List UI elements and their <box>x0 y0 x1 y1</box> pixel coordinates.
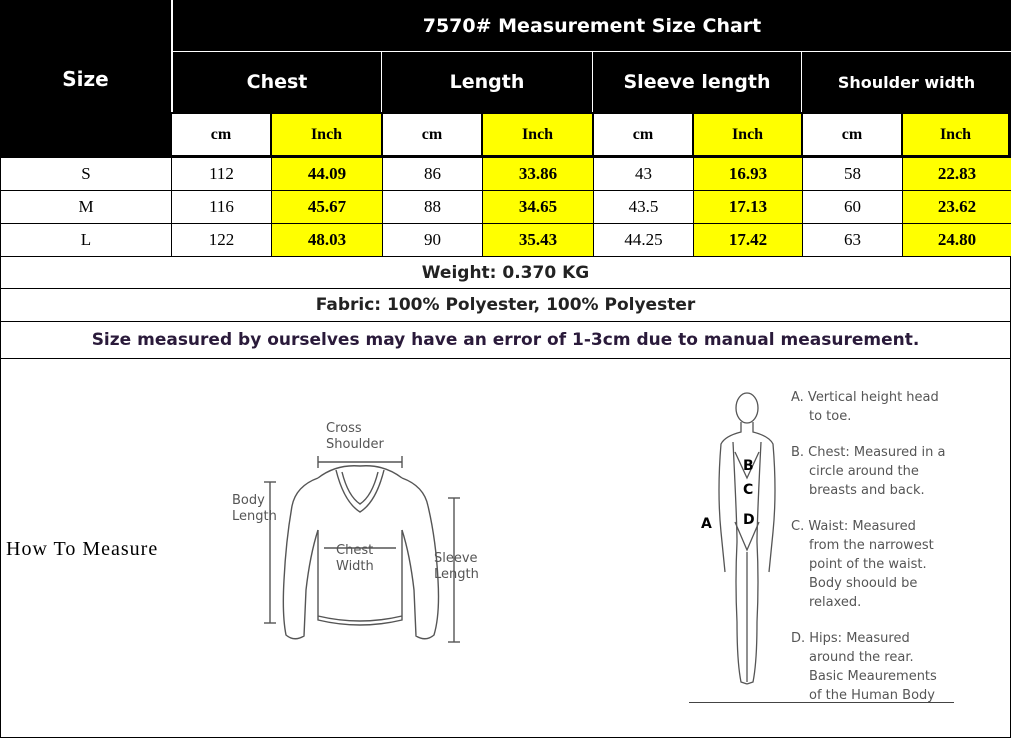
weight-row <box>0 256 1011 289</box>
measure-panel <box>0 358 1011 738</box>
unit-cm: cm <box>382 113 482 156</box>
size-header <box>0 0 171 157</box>
body-note-line: from the narrowest <box>809 538 934 553</box>
cell-cm: 112 <box>171 157 272 191</box>
cell-inch: 33.86 <box>482 157 594 191</box>
how-to-measure-label: How To Measure <box>6 538 159 560</box>
group-sleeve <box>593 52 802 112</box>
cell-inch: 22.83 <box>902 157 1011 191</box>
group-shoulder <box>802 52 1011 112</box>
body-note-line: Body shoould be <box>809 576 918 591</box>
cell-inch: 23.62 <box>902 190 1011 224</box>
marker-b: B <box>743 458 754 474</box>
chest-label: Chest <box>336 543 374 558</box>
cell-cm: 43 <box>593 157 694 191</box>
unit-inch: Inch <box>693 113 802 156</box>
cell-cm: 58 <box>802 157 903 191</box>
body-note-line: Basic Meaurements <box>809 669 937 684</box>
body-note-line: point of the waist. <box>809 557 927 572</box>
unit-cm: cm <box>802 113 902 156</box>
body-label: Body <box>232 493 265 508</box>
marker-a: A <box>701 516 712 532</box>
body-note-line: of the Human Body <box>809 688 935 703</box>
cell-cm: 90 <box>382 223 483 257</box>
unit-inch: Inch <box>902 113 1009 156</box>
fabric-text: Fabric: 100% Polyester, 100% Polyester <box>315 295 696 315</box>
body-length-label: Length <box>232 509 277 524</box>
body-note-line: B. Chest: Measured in a <box>791 445 946 460</box>
chart-title-text: 7570# Measurement Size Chart <box>422 14 762 37</box>
body-note-line: relaxed. <box>809 595 862 610</box>
cell-cm: 116 <box>171 190 272 224</box>
shoulder-label: Shoulder <box>326 437 384 452</box>
cell-cm: 88 <box>382 190 483 224</box>
cell-cm: 43.5 <box>593 190 694 224</box>
row-size-label: L <box>0 223 172 257</box>
cell-inch: 17.13 <box>693 190 803 224</box>
group-length <box>382 52 593 112</box>
row-size-label: S <box>0 157 172 191</box>
body-note-line: circle around the <box>809 464 919 479</box>
note-text: Size measured by ourselves may have an error of 1-3cm due to manual measurement. <box>91 330 920 350</box>
cell-cm: 86 <box>382 157 483 191</box>
note-row <box>0 321 1011 359</box>
shirt-diagram <box>226 420 486 660</box>
group-length-label: Length <box>449 71 525 93</box>
cell-inch: 44.09 <box>271 157 383 191</box>
sleeve-label: Sleeve <box>434 551 478 566</box>
cell-cm: 60 <box>802 190 903 224</box>
unit-cm: cm <box>593 113 693 156</box>
row-size-label: M <box>0 190 172 224</box>
cell-inch: 35.43 <box>482 223 594 257</box>
cell-inch: 16.93 <box>693 157 803 191</box>
cell-cm: 44.25 <box>593 223 694 257</box>
weight-text: Weight: 0.370 KG <box>421 262 590 283</box>
cross-label: Cross <box>326 421 362 436</box>
body-diagram <box>697 382 797 702</box>
fabric-row <box>0 288 1011 322</box>
body-note-line: A. Vertical height head <box>791 390 939 405</box>
width-label: Width <box>336 559 374 574</box>
cell-cm: 122 <box>171 223 272 257</box>
unit-inch: Inch <box>271 113 382 156</box>
group-chest <box>171 52 382 112</box>
cell-inch: 24.80 <box>902 223 1011 257</box>
cell-inch: 48.03 <box>271 223 383 257</box>
unit-inch: Inch <box>482 113 593 156</box>
cell-cm: 63 <box>802 223 903 257</box>
body-note-line: breasts and back. <box>809 483 925 498</box>
body-notes <box>791 388 991 705</box>
body-note-line: to toe. <box>809 409 852 424</box>
marker-d: D <box>743 512 755 528</box>
unit-cm: cm <box>171 113 271 156</box>
sleeve-length-label: Length <box>434 567 479 582</box>
size-header-label: Size <box>62 66 109 91</box>
body-note-line: D. Hips: Measured <box>791 631 910 646</box>
body-note-line: C. Waist: Measured <box>791 519 916 534</box>
group-chest-label: Chest <box>246 71 308 93</box>
marker-c: C <box>743 482 754 498</box>
body-note-line: around the rear. <box>809 650 914 665</box>
chart-title <box>171 0 1011 52</box>
group-shoulder-label: Shoulder width <box>837 72 976 92</box>
group-sleeve-label: Sleeve length <box>623 71 771 93</box>
cell-inch: 34.65 <box>482 190 594 224</box>
cell-inch: 45.67 <box>271 190 383 224</box>
units-row <box>171 112 1011 157</box>
cell-inch: 17.42 <box>693 223 803 257</box>
